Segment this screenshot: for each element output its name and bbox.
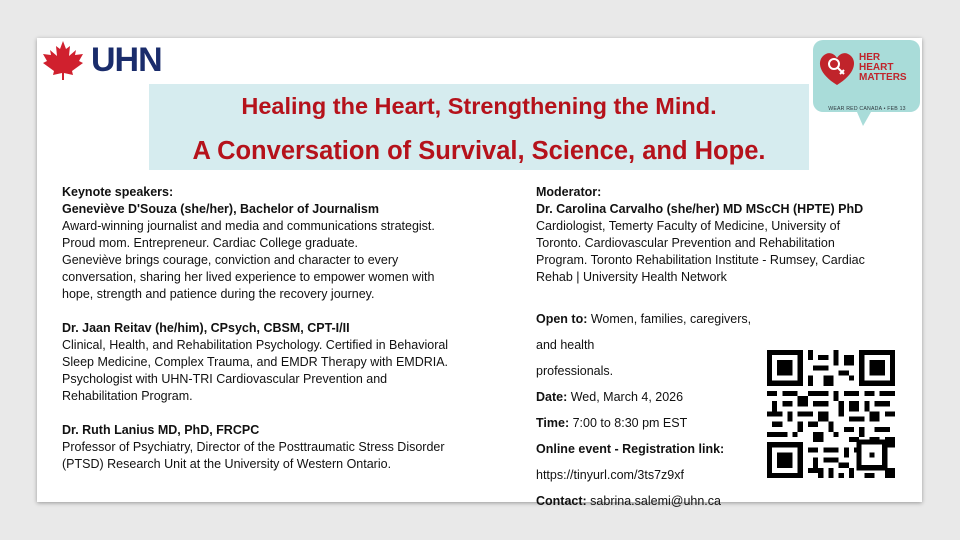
date-line [536, 384, 761, 410]
title-banner [149, 84, 809, 170]
speaker-name: Dr. Jaan Reitav (he/him), CPsych, CBSM, CPT-I/II [62, 321, 350, 335]
time-label: Time: [536, 416, 570, 430]
speaker-bio-line: Geneviève brings courage, conviction and character to every [62, 253, 399, 267]
badge-line-2: HEART [859, 62, 894, 73]
moderator-bio-line: Cardiologist, Temerty Faculty of Medicine, University of [536, 219, 841, 233]
contact-value[interactable]: sabrina.salemi@uhn.ca [586, 494, 721, 508]
speaker-bio-line: Proud mom. Entrepreneur. Cardiac College graduate. [62, 236, 358, 250]
speaker-name: Geneviève D'Souza (she/her), Bachelor of Journalism [62, 202, 379, 216]
badge-subtitle: WEAR RED CANADA • FEB 13 [828, 106, 906, 112]
title-line-1: Healing the Heart, Strengthening the Mind. [241, 93, 717, 119]
event-details [536, 306, 761, 514]
speaker-bio-line: Rehabilitation Program. [62, 389, 193, 403]
qr-code-icon[interactable] [767, 350, 895, 478]
contact-label: Contact: [536, 494, 587, 508]
moderator-heading: Moderator: [536, 185, 602, 199]
speaker-bio-line: Sleep Medicine, Complex Trauma, and EMDR Therapy with EMDRIA. [62, 355, 449, 369]
registration-label: Online event - Registration link: [536, 442, 725, 456]
speaker-bio-line: Clinical, Health, and Rehabilitation Psychology. Certified in Behavioral [62, 338, 449, 352]
time-line [536, 410, 761, 436]
speaker-bio-line: Professor of Psychiatry, Director of the Posttraumatic Stress Disorder [62, 440, 445, 454]
open-to-line [536, 306, 761, 358]
date-value: Wed, March 4, 2026 [567, 390, 684, 404]
moderator-bio-line: Program. Toronto Rehabilitation Institute - Rumsey, Cardiac [536, 253, 865, 267]
speaker-bio-line: Award-winning journalist and media and communications strategist. [62, 219, 435, 233]
keynote-heading: Keynote speakers: [62, 185, 174, 199]
moderator-section [536, 184, 916, 286]
badge-line-3: MATTERS [859, 72, 907, 83]
open-to-value-cont: professionals. [536, 364, 614, 378]
her-heart-matters-badge [813, 40, 920, 128]
speaker-bio-line: Psychologist with UHN-TRI Cardiovascular Prevention and [62, 372, 388, 386]
registration-link[interactable]: https://tinyurl.com/3ts7z9xf [536, 468, 684, 482]
contact-line [536, 488, 761, 514]
event-flyer [37, 38, 922, 508]
open-to-label: Open to: [536, 312, 588, 326]
open-to-value: Women, families, caregivers, and health [536, 312, 752, 352]
uhn-logo [41, 40, 162, 80]
badge-title [859, 53, 907, 83]
logo-text: UHN [91, 41, 162, 79]
maple-leaf-icon [41, 40, 85, 80]
keynote-section [62, 184, 512, 473]
speaker-bio-line: (PTSD) Research Unit at the University of Western Ontario. [62, 457, 392, 471]
title-line-2: A Conversation of Survival, Science, and Hope. [192, 137, 766, 165]
speaker-bio-line: hope, strength and patience during the recovery journey. [62, 287, 375, 301]
speaker-name: Dr. Ruth Lanius MD, PhD, FRCPC [62, 423, 260, 437]
date-label: Date: [536, 390, 568, 404]
moderator-name: Dr. Carolina Carvalho (she/her) MD MScCH (HPTE) PhD [536, 202, 864, 216]
moderator-bio-line: Rehab | University Health Network [536, 270, 727, 284]
moderator-bio-line: Toronto. Cardiovascular Prevention and Rehabilitation [536, 236, 835, 250]
badge-line-1: HER [859, 52, 881, 63]
speaker-bio-line: conversation, sharing her lived experience to empower women with [62, 270, 435, 284]
time-value: 7:00 to 8:30 pm EST [569, 416, 688, 430]
